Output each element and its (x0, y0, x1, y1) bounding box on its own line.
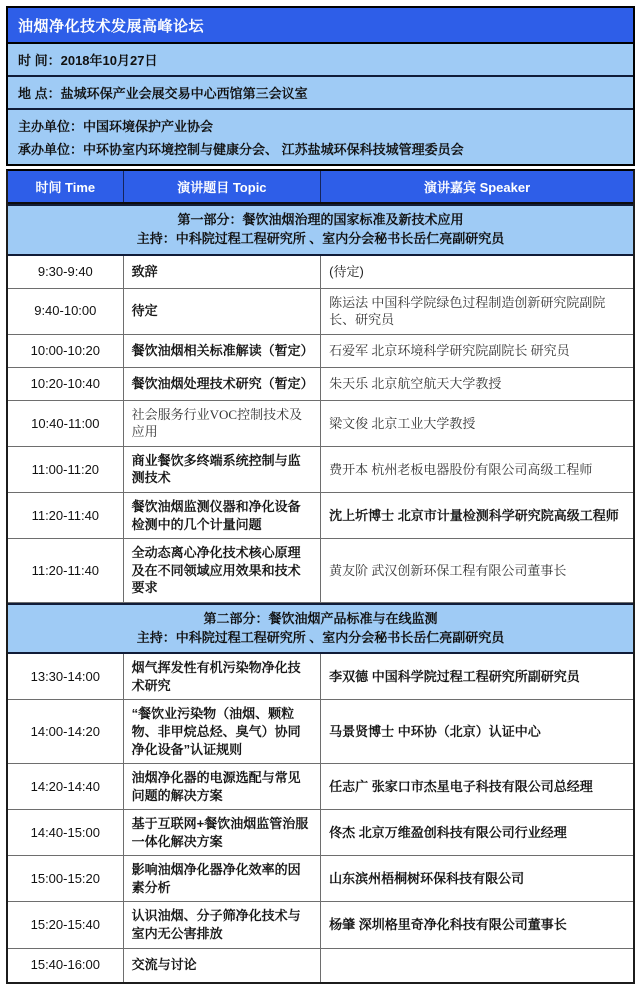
speaker-cell: 任志广 张家口市杰星电子科技有限公司总经理 (329, 778, 593, 794)
time-cell: 13:30-14:00 (8, 654, 124, 699)
column-header-topic: 演讲题目 Topic (124, 171, 322, 202)
schedule-table (6, 169, 635, 984)
time-cell: 11:00-11:20 (8, 447, 124, 492)
speaker-cell: 佟杰 北京万维盈创科技有限公司行业经理 (329, 824, 567, 840)
topic-cell: 全动态离心净化技术核心原理及在不同领域应用效果和技术要求 (124, 539, 322, 602)
time-cell: 11:20-11:40 (8, 493, 124, 538)
topic-cell: 烟气挥发性有机污染物净化技术研究 (124, 654, 322, 699)
speaker-cell: 沈上圻博士 北京市计量检测科学研究院高级工程师 (329, 507, 619, 523)
table-row (8, 335, 633, 368)
topic-cell: 致辞 (124, 256, 322, 288)
info-row-venue: 地 点：盐城环保产业会展交易中心西馆第三会议室 (8, 77, 633, 110)
topic-cell: “餐饮业污染物（油烟、颗粒物、非甲烷总烃、臭气）协同净化设备”认证规则 (124, 700, 322, 763)
section-2-host: 主持：中科院过程工程研究所 、室内分会秘书长岳仁亮副研究员 (136, 629, 505, 645)
time-cell: 10:00-10:20 (8, 335, 124, 367)
co-organizer-line: 承办单位：中环协室内环境控制与健康分会、 江苏盐城环保科技城管理委员会 (18, 142, 464, 157)
table-row (8, 700, 633, 764)
time-cell: 14:40-15:00 (8, 810, 124, 855)
info-row-time: 时 间：2018年10月27日 (8, 44, 633, 77)
time-cell: 14:20-14:40 (8, 764, 124, 809)
table-row (8, 856, 633, 902)
time-cell: 11:20-11:40 (8, 539, 124, 602)
section-2-title: 第二部分：餐饮油烟产品标准与在线监测 (203, 610, 438, 626)
table-row (8, 539, 633, 603)
time-cell: 15:00-15:20 (8, 856, 124, 901)
table-header-row (8, 171, 633, 204)
time-cell: 9:30-9:40 (8, 256, 124, 288)
speaker-cell: 费开本 杭州老板电器股份有限公司高级工程师 (329, 461, 593, 477)
time-cell: 14:00-14:20 (8, 700, 124, 763)
page-title: 油烟净化技术发展高峰论坛 (8, 8, 633, 44)
topic-cell: 交流与讨论 (124, 949, 322, 982)
info-row-organizers (8, 110, 633, 164)
speaker-cell: (待定) (329, 263, 364, 279)
speaker-cell (321, 949, 633, 982)
host-organizer-line: 主办单位：中国环境保护产业协会 (18, 119, 214, 134)
topic-cell: 餐饮油烟监测仪器和净化设备检测中的几个计量问题 (124, 493, 322, 538)
table-row (8, 289, 633, 335)
speaker-cell: 山东滨州梧桐树环保科技有限公司 (329, 871, 525, 887)
speaker-cell: 朱天乐 北京航空航天大学教授 (329, 376, 502, 391)
head-block (6, 6, 635, 166)
topic-cell: 待定 (124, 289, 322, 334)
table-row (8, 764, 633, 810)
topic-cell: 社会服务行业VOC控制技术及应用 (124, 401, 322, 446)
topic-cell: 基于互联网+餐饮油烟监管治服一体化解决方案 (124, 810, 322, 855)
section-1-title: 第一部分：餐饮油烟治理的国家标准及新技术应用 (177, 212, 464, 227)
speaker-cell: 梁文俊 北京工业大学教授 (329, 415, 476, 431)
table-row (8, 949, 633, 982)
speaker-cell: 石爱军 北京环境科学研究院副院长 研究员 (329, 343, 570, 358)
table-row (8, 493, 633, 539)
time-cell: 10:20-10:40 (8, 368, 124, 400)
table-row (8, 401, 633, 447)
topic-cell: 影响油烟净化器净化效率的因素分析 (124, 856, 322, 901)
speaker-cell: 陈运法 中国科学院绿色过程制造创新研究院副院长、研究员 (329, 294, 606, 328)
time-cell: 10:40-11:00 (8, 401, 124, 446)
table-row (8, 902, 633, 948)
time-cell: 9:40-10:00 (8, 289, 124, 334)
table-row (8, 256, 633, 289)
speaker-cell: 李双德 中国科学院过程工程研究所副研究员 (329, 669, 580, 685)
time-cell: 15:40-16:00 (8, 949, 124, 982)
time-cell: 15:20-15:40 (8, 902, 124, 947)
speaker-cell: 杨肇 深圳格里奇净化科技有限公司董事长 (329, 917, 567, 933)
section-2-header (8, 603, 633, 655)
section-1-host: 主持：中科院过程工程研究所 、室内分会秘书长岳仁亮副研究员 (136, 230, 505, 246)
topic-cell: 认识油烟、分子筛净化技术与室内无公害排放 (124, 902, 322, 947)
topic-cell: 餐饮油烟相关标准解读（暂定） (124, 335, 322, 367)
table-row (8, 654, 633, 700)
section-1-header (8, 204, 633, 256)
topic-cell: 餐饮油烟处理技术研究（暂定） (124, 368, 322, 400)
speaker-cell: 黄友阶 武汉创新环保工程有限公司董事长 (329, 562, 567, 578)
table-row (8, 368, 633, 401)
column-header-time: 时间 Time (8, 171, 124, 202)
table-row (8, 447, 633, 493)
topic-cell: 油烟净化器的电源选配与常见问题的解决方案 (124, 764, 322, 809)
speaker-cell: 马景贤博士 中环协（北京）认证中心 (329, 724, 541, 740)
column-header-speaker: 演讲嘉宾 Speaker (423, 180, 531, 195)
topic-cell: 商业餐饮多终端系统控制与监测技术 (124, 447, 322, 492)
table-row (8, 810, 633, 856)
